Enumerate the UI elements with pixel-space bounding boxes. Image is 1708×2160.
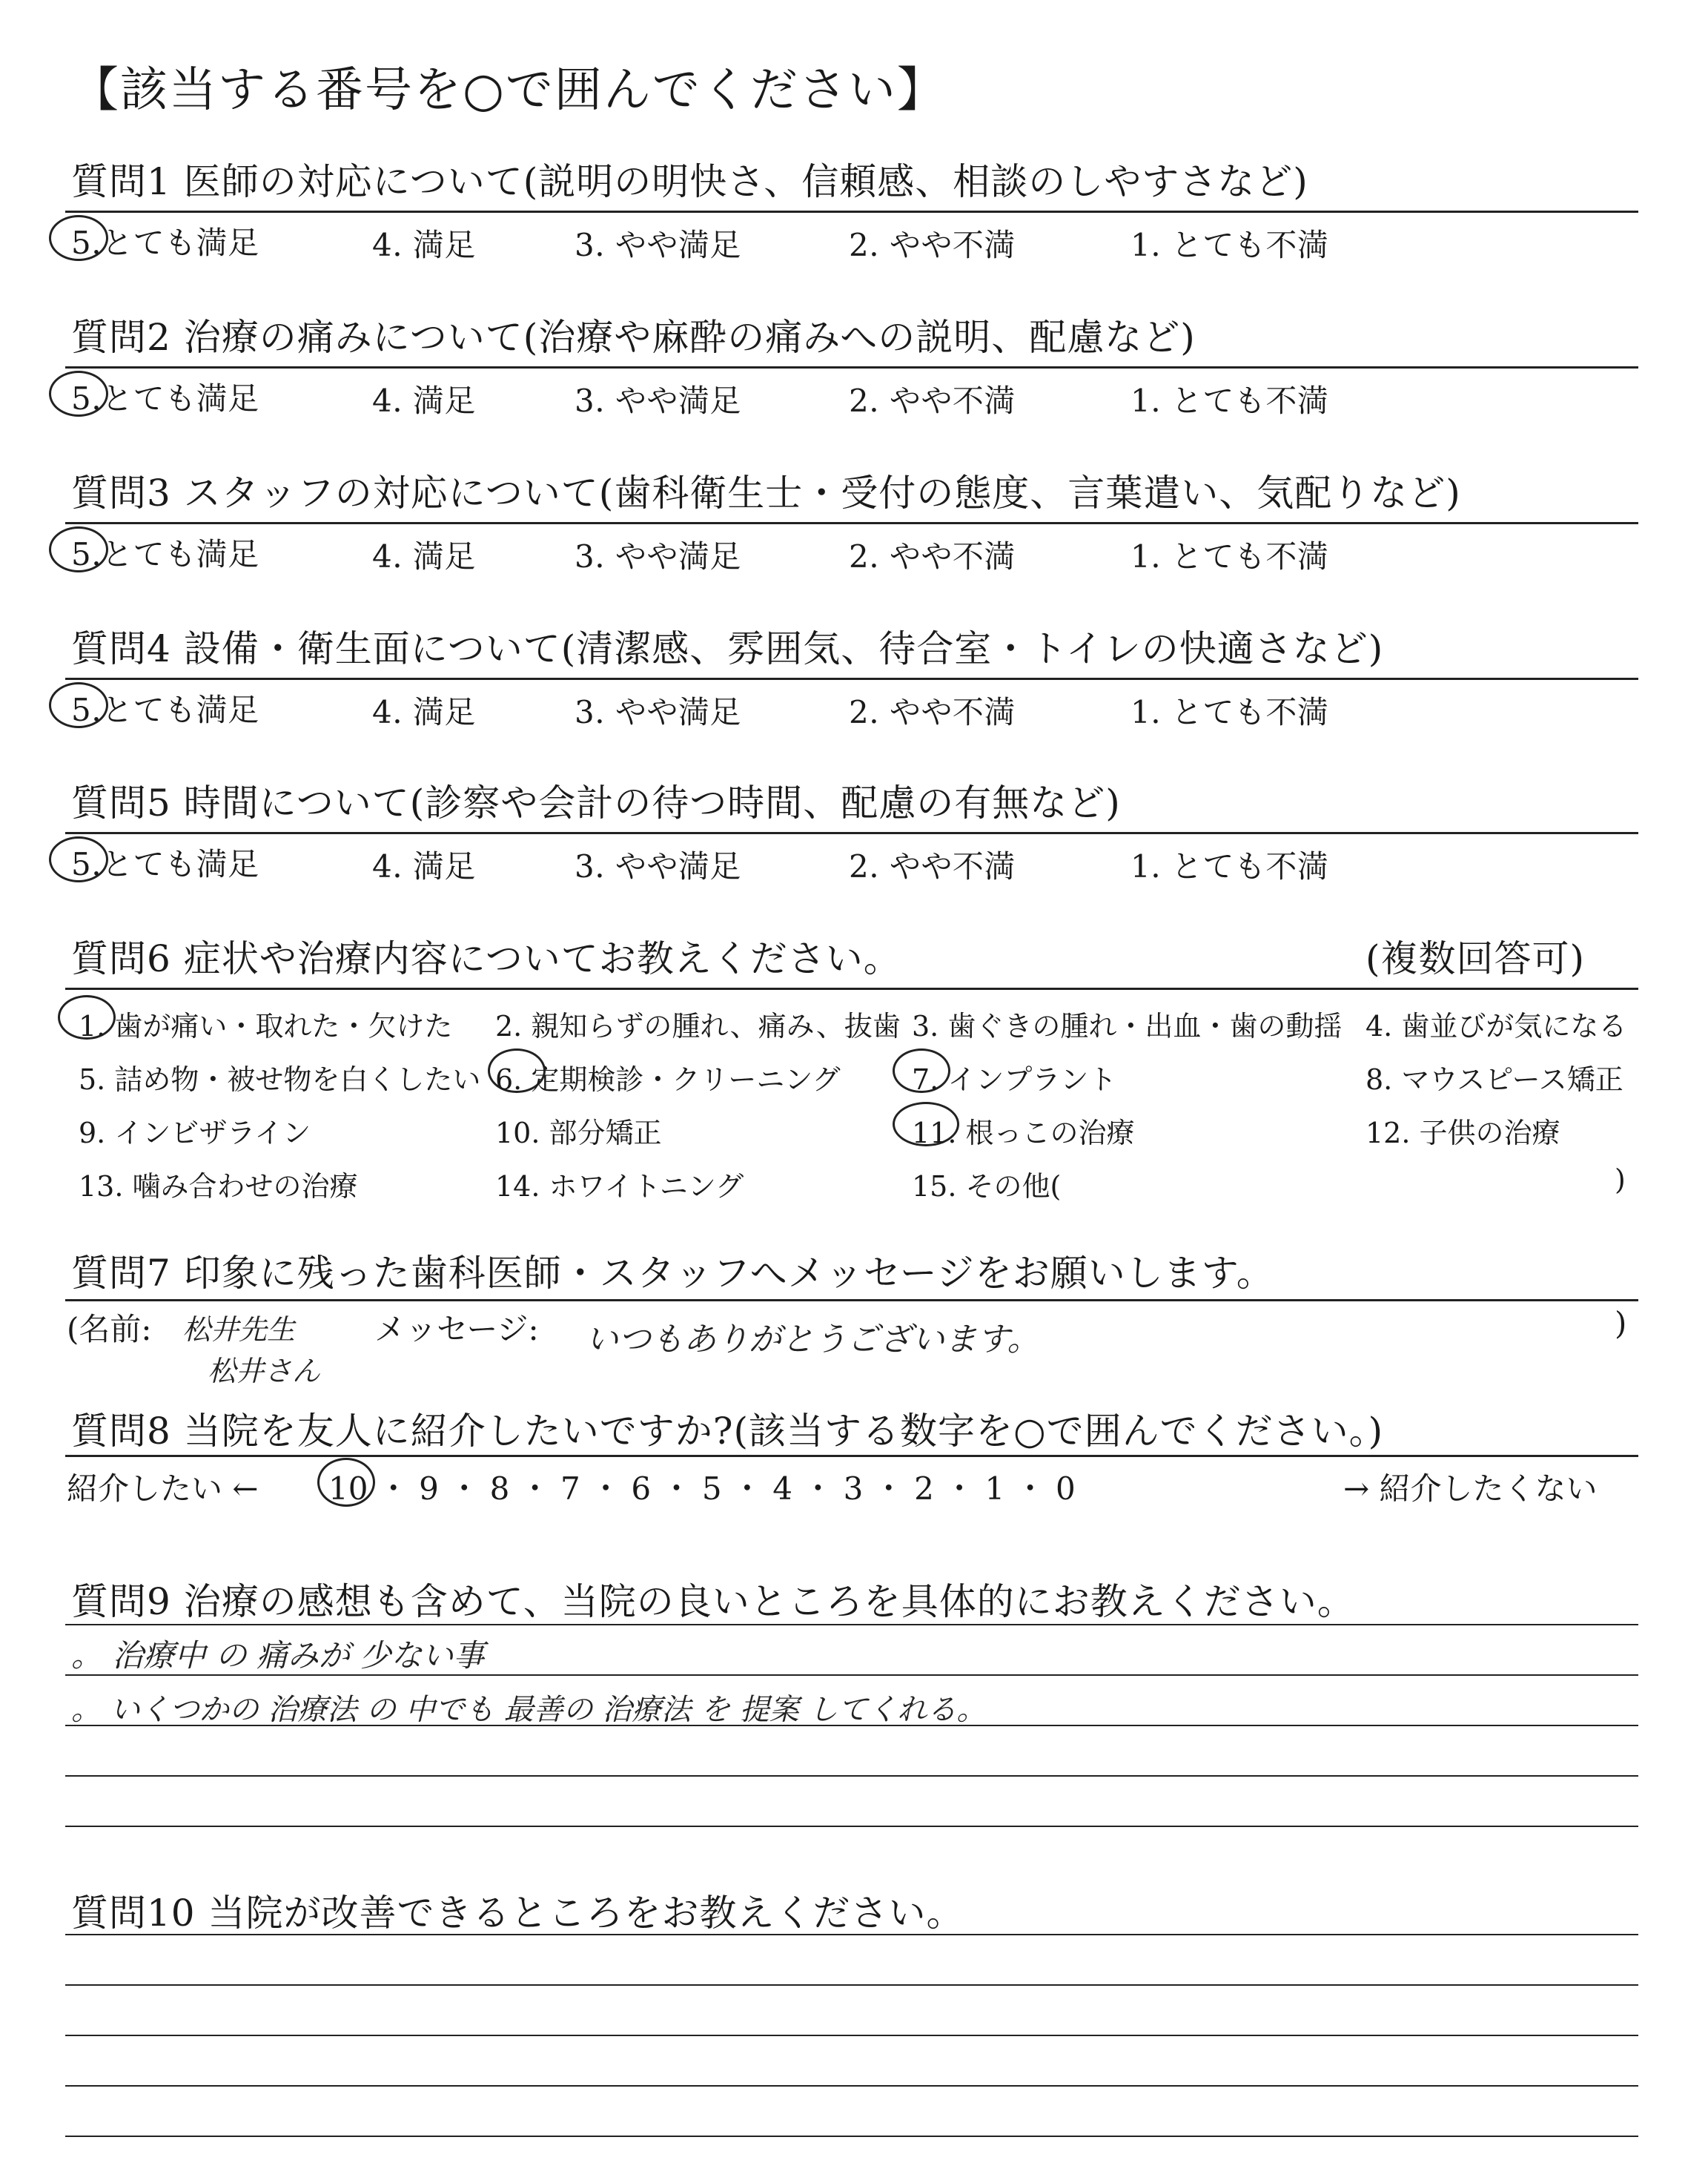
q5-option-5[interactable]: 5.とても満足 <box>71 846 259 882</box>
q6-item-8[interactable]: 8. マウスピース矯正 <box>1366 1063 1623 1096</box>
answer-line <box>65 1624 1638 1625</box>
answer-line <box>65 2035 1638 2036</box>
answer-line <box>65 2136 1638 2137</box>
question-6-title: 質問6 症状や治療内容についてお教えください。 <box>71 937 901 980</box>
message-close-paren: ) <box>1615 1305 1627 1341</box>
q6-item-6[interactable]: 6. 定期検診・クリーニング <box>495 1063 841 1096</box>
question-10-title: 質問10 当院が改善できるところをお教えください。 <box>71 1892 964 1935</box>
q1-option-3[interactable]: 3. やや満足 <box>575 227 741 263</box>
q3-option-2[interactable]: 2. やや不満 <box>849 538 1016 575</box>
q6-item-3[interactable]: 3. 歯ぐきの腫れ・出血・歯の動揺 <box>912 1010 1343 1043</box>
q3-option-5[interactable]: 5.とても満足 <box>71 536 259 572</box>
q6-item-2[interactable]: 2. 親知らずの腫れ、痛み、抜歯 <box>495 1010 901 1043</box>
q6-item-11[interactable]: 11. 根っこの治療 <box>912 1117 1135 1149</box>
handwritten-answer-line-1: 。 治療中 の 痛みが 少ない事 <box>71 1637 485 1674</box>
question-8-title: 質問8 当院を友人に紹介したいですか?(該当する数字を○で囲んでください。) <box>71 1410 1384 1453</box>
q1-option-5[interactable]: 5.とても満足 <box>71 225 259 261</box>
q4-option-2[interactable]: 2. やや不満 <box>849 694 1016 730</box>
question-8-rule <box>65 1455 1638 1457</box>
question-5-rule <box>65 832 1638 834</box>
question-1-title: 質問1 医師の対応について(説明の明快さ、信頼感、相談のしやすさなど) <box>71 160 1308 203</box>
q3-option-1[interactable]: 1. とても不満 <box>1131 538 1329 575</box>
answer-line <box>65 1725 1638 1726</box>
question-9-title: 質問9 治療の感想も含めて、当院の良いところを具体的にお教えください。 <box>71 1580 1355 1623</box>
handwritten-message: いつもありがとうございます。 <box>586 1321 1040 1358</box>
page-title: 【該当する番号を○で囲んでください】 <box>71 63 946 118</box>
q6-item-14[interactable]: 14. ホワイトニング <box>495 1170 744 1203</box>
q6-item-15[interactable]: 15. その他( <box>912 1170 1062 1203</box>
answer-line <box>65 2085 1638 2087</box>
q3-option-3[interactable]: 3. やや満足 <box>575 538 741 575</box>
answer-line <box>65 1934 1638 1935</box>
handwritten-name-1: 松井先生 <box>182 1313 296 1346</box>
name-label: (名前: <box>67 1311 152 1347</box>
answer-line <box>65 1826 1638 1827</box>
recommend-right-label: → 紹介したくない <box>1343 1470 1598 1507</box>
question-5-title: 質問5 時間について(診察や会計の待つ時間、配慮の有無など) <box>71 782 1121 825</box>
question-2-title: 質問2 治療の痛みについて(治療や麻酔の痛みへの説明、配慮など) <box>71 316 1196 359</box>
q4-option-1[interactable]: 1. とても不満 <box>1131 694 1329 730</box>
question-4-rule <box>65 678 1638 680</box>
q6-item-13[interactable]: 13. 噛み合わせの治療 <box>79 1170 358 1203</box>
question-2-rule <box>65 366 1638 369</box>
q6-item-4[interactable]: 4. 歯並びが気になる <box>1366 1010 1627 1043</box>
answer-line <box>65 1775 1638 1777</box>
q5-option-1[interactable]: 1. とても不満 <box>1131 848 1329 885</box>
handwritten-name-2: 松井さん <box>208 1355 321 1387</box>
question-6-rule <box>65 988 1638 990</box>
answer-line <box>65 1984 1638 1986</box>
q2-option-5[interactable]: 5.とても満足 <box>71 380 259 417</box>
question-7-title: 質問7 印象に残った歯科医師・スタッフへメッセージをお願いします。 <box>71 1252 1274 1295</box>
q6-other-close-paren: ) <box>1615 1163 1626 1196</box>
question-3-title: 質問3 スタッフの対応について(歯科衛生士・受付の態度、言葉遣い、気配りなど) <box>71 472 1461 515</box>
q1-option-4[interactable]: 4. 満足 <box>372 227 476 263</box>
recommend-scale[interactable]: 10 ・ 9 ・ 8 ・ 7 ・ 6 ・ 5 ・ 4 ・ 3 ・ 2 ・ 1 ・ 0 <box>328 1470 1076 1507</box>
answer-line <box>65 1674 1638 1676</box>
handwritten-answer-line-2: 。 いくつかの 治療法 の 中でも 最善の 治療法 を 提案 してくれる。 <box>71 1693 987 1727</box>
message-label: メッセージ: <box>374 1311 539 1347</box>
q6-item-1[interactable]: 1. 歯が痛い・取れた・欠けた <box>79 1010 453 1043</box>
q2-option-3[interactable]: 3. やや満足 <box>575 383 741 419</box>
q5-option-3[interactable]: 3. やや満足 <box>575 848 741 885</box>
q3-option-4[interactable]: 4. 満足 <box>372 538 476 575</box>
q6-item-7[interactable]: 7. インプラント <box>912 1063 1117 1096</box>
q2-option-4[interactable]: 4. 満足 <box>372 383 476 419</box>
q4-option-5[interactable]: 5.とても満足 <box>71 692 259 728</box>
question-6-note: (複数回答可) <box>1366 937 1586 980</box>
question-3-rule <box>65 522 1638 524</box>
q6-item-5[interactable]: 5. 詰め物・被せ物を白くしたい <box>79 1063 481 1096</box>
q1-option-1[interactable]: 1. とても不満 <box>1131 227 1329 263</box>
recommend-left-label: 紹介したい ← <box>67 1470 259 1507</box>
q6-item-12[interactable]: 12. 子供の治療 <box>1366 1117 1560 1149</box>
question-4-title: 質問4 設備・衛生面について(清潔感、雰囲気、待合室・トイレの快適さなど) <box>71 627 1384 670</box>
q1-option-2[interactable]: 2. やや不満 <box>849 227 1016 263</box>
q5-option-4[interactable]: 4. 満足 <box>372 848 476 885</box>
q5-option-2[interactable]: 2. やや不満 <box>849 848 1016 885</box>
q2-option-2[interactable]: 2. やや不満 <box>849 383 1016 419</box>
q4-option-4[interactable]: 4. 満足 <box>372 694 476 730</box>
question-7-rule <box>65 1299 1638 1301</box>
question-1-rule <box>65 211 1638 213</box>
q6-item-10[interactable]: 10. 部分矯正 <box>495 1117 662 1149</box>
q6-item-9[interactable]: 9. インビザライン <box>79 1117 311 1149</box>
q2-option-1[interactable]: 1. とても不満 <box>1131 383 1329 419</box>
q4-option-3[interactable]: 3. やや満足 <box>575 694 741 730</box>
